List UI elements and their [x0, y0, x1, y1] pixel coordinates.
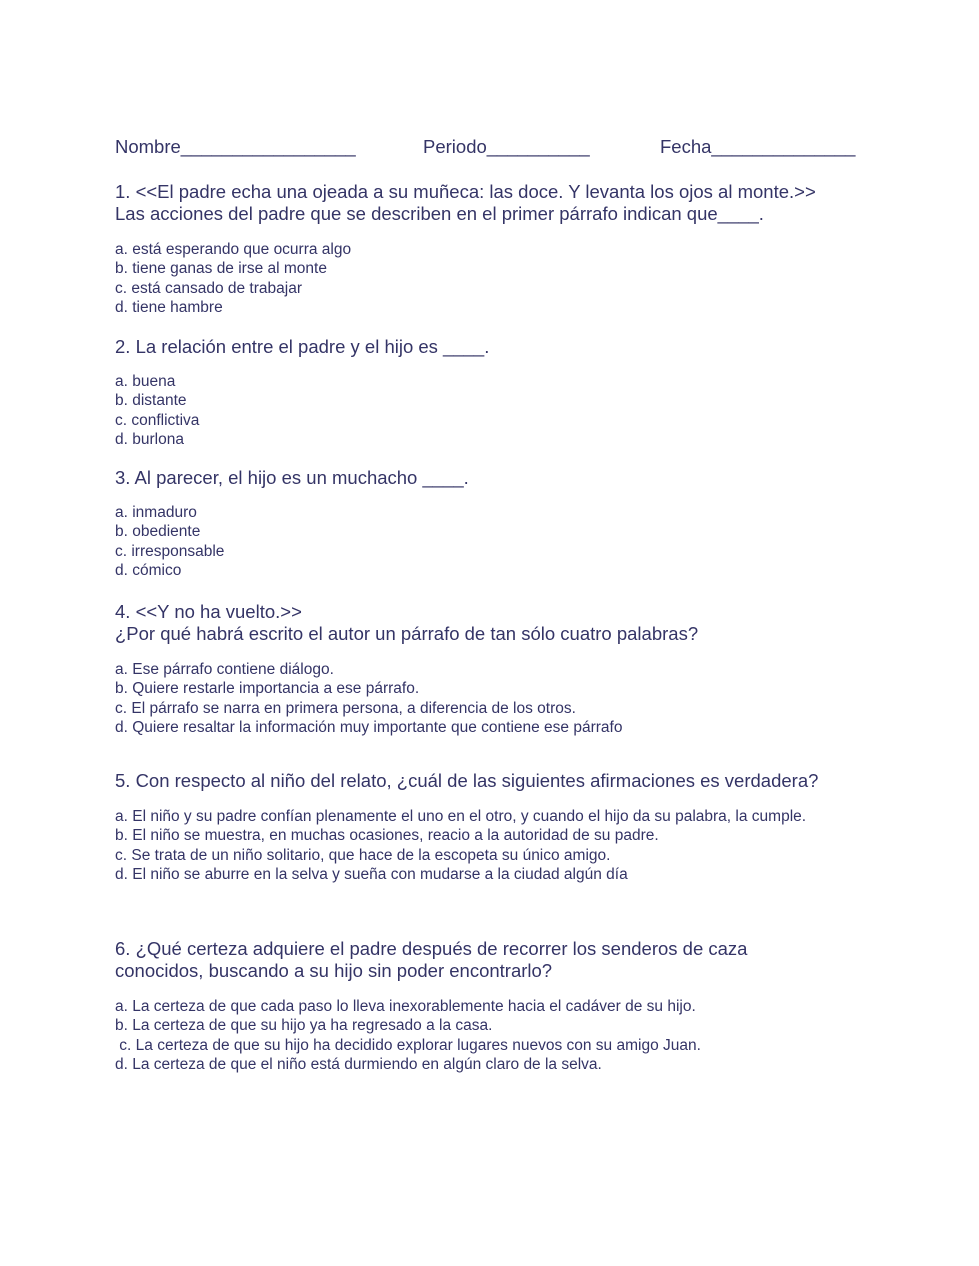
question-5-line-1: 5. Con respecto al niño del relato, ¿cuál de las siguientes afirmaciones es verdadera?: [115, 770, 819, 791]
question-1: [115, 181, 875, 225]
header-fields: [115, 136, 875, 162]
question-3-line-1: 3. Al parecer, el hijo es un muchacho ____.: [115, 467, 469, 488]
question-4-line-2: ¿Por qué habrá escrito el autor un párrafo de tan sólo cuatro palabras?: [115, 623, 699, 644]
name-field-label: Nombre_________________: [115, 136, 356, 157]
option-a: a. inmaduro: [115, 504, 197, 521]
option-b: b. El niño se muestra, en muchas ocasiones, reacio a la autoridad de su padre.: [115, 827, 659, 845]
question-5-options: [115, 807, 815, 885]
option-c: c. Se trata de un niño solitario, que hace de la escopeta su único amigo.: [115, 846, 611, 864]
question-6: [115, 938, 815, 982]
option-b: b. tiene ganas de irse al monte: [115, 260, 327, 278]
option-d: d. El niño se aburre en la selva y sueña con mudarse a la ciudad algún día: [115, 866, 628, 884]
option-c: c. está cansado de trabajar: [115, 279, 302, 297]
question-3-options: [115, 503, 875, 581]
question-1-line-1: 1. <<El padre echa una ojeada a su muñeca: las doce. Y levanta los ojos al monte.>>: [115, 181, 816, 202]
option-c: c. conflictiva: [115, 411, 200, 429]
option-d: d. tiene hambre: [115, 299, 223, 317]
question-2-line-1: 2. La relación entre el padre y el hijo es ____.: [115, 336, 490, 357]
question-1-line-2: Las acciones del padre que se describen en el primer párrafo indican que____.: [115, 203, 764, 224]
question-2: [115, 336, 875, 358]
option-b: b. La certeza de que su hijo ya ha regresado a la casa.: [115, 1017, 493, 1035]
option-c: c. El párrafo se narra en primera persona, a diferencia de los otros.: [115, 699, 576, 717]
worksheet-page: [115, 136, 875, 1074]
option-d: d. La certeza de que el niño está durmiendo en algún claro de la selva.: [115, 1056, 602, 1074]
question-6-line-2: conocidos, buscando a su hijo sin poder encontrarlo?: [115, 960, 553, 981]
question-3: [115, 467, 875, 489]
question-6-line-1: 6. ¿Qué certeza adquiere el padre después de recorrer los senderos de caza: [115, 938, 748, 959]
option-a: a. está esperando que ocurra algo: [115, 241, 352, 258]
question-4: [115, 601, 875, 645]
option-b: b. obediente: [115, 523, 201, 541]
option-d: d. Quiere resaltar la información muy importante que contiene ese párrafo: [115, 719, 623, 737]
option-a: a. Ese párrafo contiene diálogo.: [115, 661, 334, 678]
question-2-options: [115, 372, 875, 450]
question-4-options: [115, 660, 875, 738]
option-c: c. La certeza de que su hijo ha decidido explorar lugares nuevos con su amigo Juan.: [115, 1036, 701, 1054]
question-1-options: [115, 240, 875, 318]
option-b: b. distante: [115, 392, 187, 410]
option-d: d. burlona: [115, 431, 184, 449]
option-b: b. Quiere restarle importancia a ese párrafo.: [115, 680, 420, 698]
option-a: a. El niño y su padre confían plenamente el uno en el otro, y cuando el hijo da su palabra, la cumple.: [115, 808, 807, 825]
option-d: d. cómico: [115, 562, 182, 580]
question-4-line-1: 4. <<Y no ha vuelto.>>: [115, 601, 302, 622]
date-field-label: Fecha______________: [660, 136, 856, 157]
period-field-label: Periodo__________: [423, 136, 590, 157]
option-a: a. buena: [115, 373, 176, 390]
option-a: a. La certeza de que cada paso lo lleva inexorablemente hacia el cadáver de su hijo.: [115, 998, 696, 1015]
question-5: [115, 770, 875, 792]
question-6-options: [115, 997, 875, 1075]
option-c: c. irresponsable: [115, 542, 225, 560]
